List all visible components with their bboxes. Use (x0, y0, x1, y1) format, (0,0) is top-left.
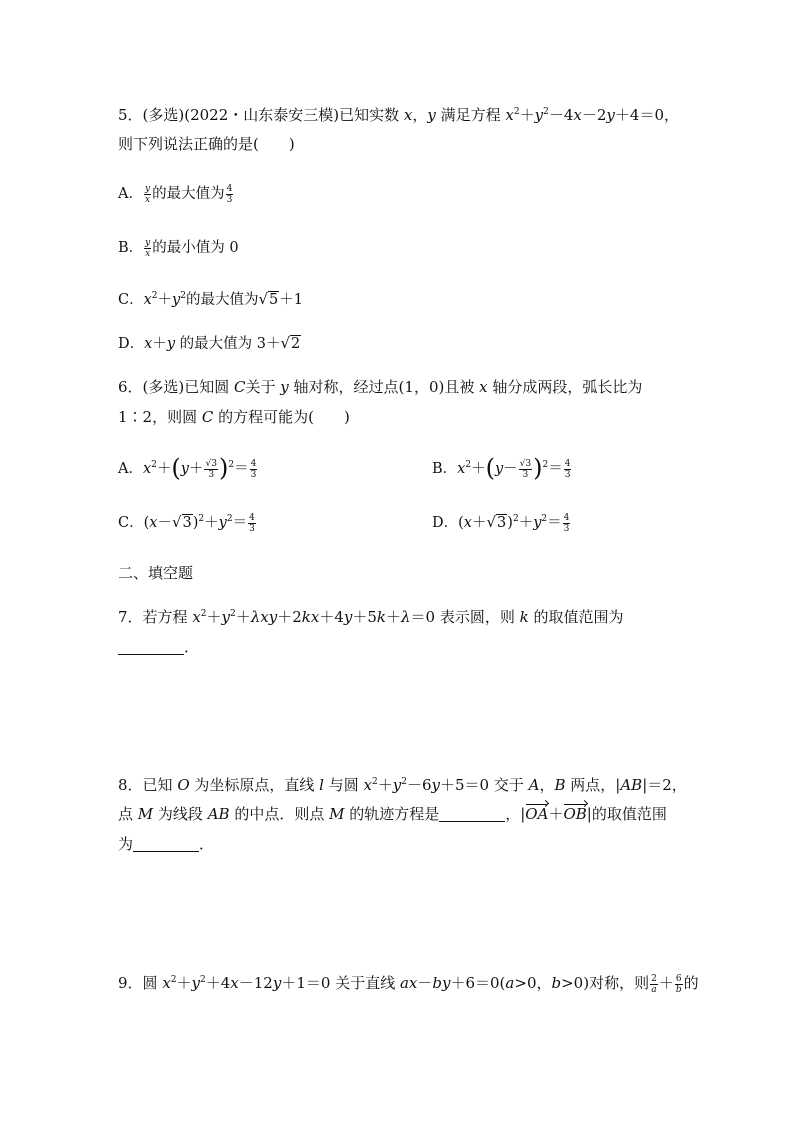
q5-stem-line1: 5．(多选)(2022・山东泰安三模)已知实数 x，y 满足方程 $x^2+y^2-4x-2y+4=0$， (118, 106, 679, 124)
q7-answer-blank[interactable] (118, 638, 184, 655)
q5-stem-line2: 则下列说法正确的是( ) (118, 135, 295, 153)
q5-option-d: D．x＋y 的最大值为 3＋√2 (118, 334, 301, 352)
q5-option-b: B． $\frac{y}{x}$ 的最小值为 0 (118, 237, 239, 259)
q7-stem-line1: 7．若方程 $x^2+y^2+\lambda xy+2kx+4y+5k+\lambda=0$ 表示圆，则 k 的取值范围为 (118, 608, 624, 626)
q9-stem-line1: 9．圆 $x^2+y^2+4x-12y+1=0$ 关于直线 ax－by＋6＝0(a>0，b>0)对称，则 $\frac{2}{a}$ ＋ $\frac{6}{b}$ 的 (118, 973, 699, 995)
q6-stem-line2: 1∶2，则圆 C 的方程可能为( ) (118, 408, 350, 426)
q8-stem-line3: 为 ． (118, 835, 215, 853)
q8-stem-line1: 8．已知 O 为坐标原点，直线 l 与圆 $x^2+y^2-6y+5=0$ 交于 A，B 两点，|AB|＝2， (118, 776, 687, 794)
q8-stem-line2: 点 M 为线段 AB 的中点．则点 M 的轨迹方程是 ，|OA＋OB|的取值范围 (118, 805, 667, 823)
q7-stem-line2: ． (118, 636, 199, 658)
q5-option-c: C．$x^2+y^2$的最大值为√5＋1 (118, 290, 303, 308)
section-title: 二、填空题 (118, 564, 194, 582)
q6-option-d: D．$(x+√3)^2+y^2=$ $\frac{4}{3}$ (432, 512, 570, 534)
q8-answer-blank-1[interactable] (439, 805, 505, 822)
q6-stem-line1: 6．(多选)已知圆 C关于 y 轴对称，经过点(1，0)且被 x 轴分成两段，弧长比为 (118, 378, 643, 396)
q6-option-b: B．$x^2+(y-$ $\frac{√3}{3}$ )$^2$＝ $\frac{4}{3}$ (432, 454, 571, 482)
q6-option-a: A．$x^2+(y+$ $\frac{√3}{3}$ )$^2$＝ $\frac{4}{3}$ (118, 454, 257, 482)
q6-option-c: C．$(x-√3)^2+y^2=$ $\frac{4}{3}$ (118, 512, 255, 534)
q8-answer-blank-2[interactable] (133, 835, 199, 852)
q5-option-a: A． $\frac{y}{x}$ 的最大值为 $\frac{4}{3}$ (118, 183, 233, 205)
